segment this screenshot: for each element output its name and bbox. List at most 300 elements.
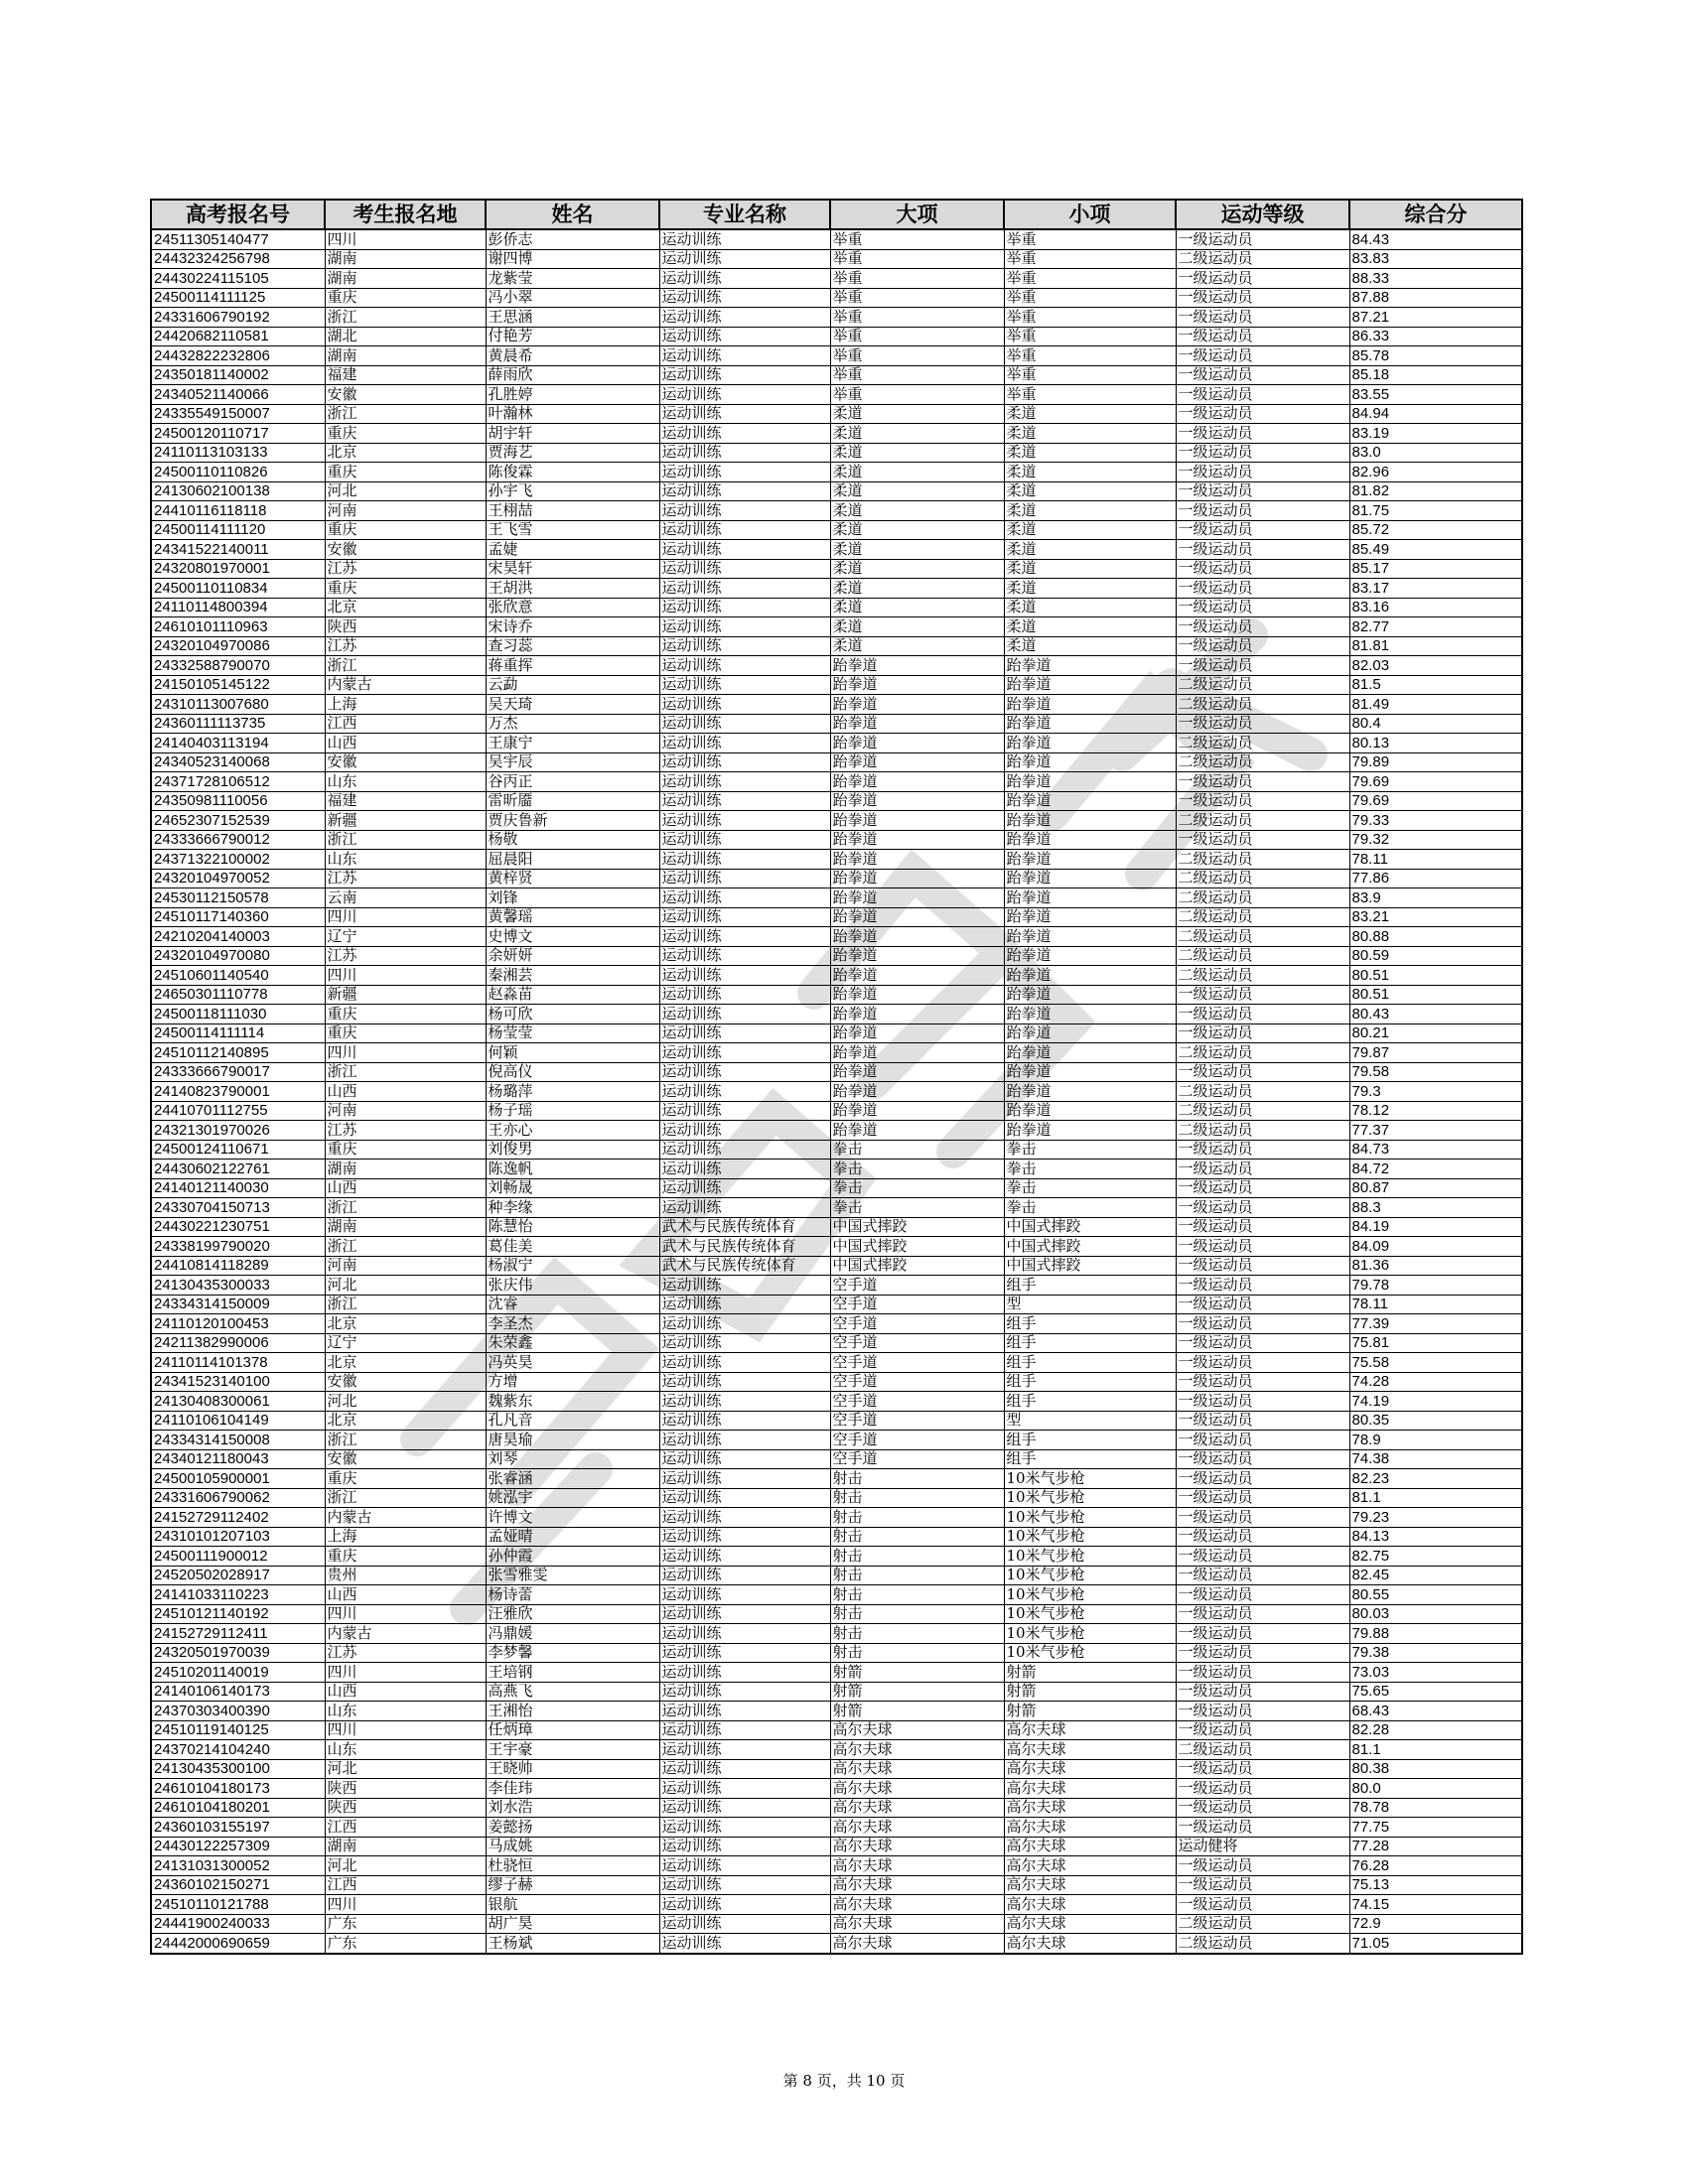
table-row: [151, 1256, 1522, 1276]
cell-name: 黄馨瑶: [486, 907, 659, 927]
cell-sub-event: 跆拳道: [1004, 695, 1176, 715]
cell-major: 运动训练: [659, 1043, 830, 1063]
cell-major: 运动训练: [659, 385, 830, 405]
cell-sport-level: 一级运动员: [1176, 229, 1349, 249]
table-row: [151, 1624, 1522, 1644]
cell-event: 高尔夫球: [830, 1837, 1004, 1856]
cell-sport-level: 一级运动员: [1176, 1333, 1349, 1353]
cell-major: 运动训练: [659, 1411, 830, 1431]
table-row: [151, 1488, 1522, 1508]
header-major: 专业名称: [659, 200, 830, 229]
table-row: [151, 1392, 1522, 1412]
cell-event: 射击: [830, 1527, 1004, 1547]
cell-sport-level: 一级运动员: [1176, 1392, 1349, 1412]
table-row: [151, 811, 1522, 831]
cell-region: 上海: [325, 1527, 486, 1547]
cell-score: 78.78: [1349, 1798, 1522, 1818]
cell-sub-event: 10米气步枪: [1004, 1643, 1176, 1663]
table-row: [151, 1585, 1522, 1605]
cell-sport-level: 一级运动员: [1176, 1566, 1349, 1585]
cell-score: 80.4: [1349, 714, 1522, 734]
cell-name: 方增: [486, 1372, 659, 1392]
cell-region: 内蒙古: [325, 675, 486, 695]
cell-name: 雷昕靥: [486, 791, 659, 811]
cell-sub-event: 跆拳道: [1004, 656, 1176, 676]
cell-event: 射击: [830, 1547, 1004, 1567]
cell-sub-event: 型: [1004, 1411, 1176, 1431]
cell-region: 重庆: [325, 463, 486, 482]
cell-exam-id: 24140403113194: [151, 734, 325, 753]
table-row: [151, 1449, 1522, 1469]
cell-major: 运动训练: [659, 1082, 830, 1102]
cell-major: 运动训练: [659, 1178, 830, 1198]
cell-score: 83.17: [1349, 579, 1522, 599]
cell-event: 高尔夫球: [830, 1934, 1004, 1954]
cell-event: 跆拳道: [830, 752, 1004, 772]
cell-sport-level: 一级运动员: [1176, 540, 1349, 560]
cell-name: 马成姚: [486, 1837, 659, 1856]
cell-name: 王湘怡: [486, 1702, 659, 1721]
cell-event: 高尔夫球: [830, 1875, 1004, 1895]
cell-sub-event: 举重: [1004, 288, 1176, 308]
cell-name: 冯小翠: [486, 288, 659, 308]
cell-exam-id: 24334314150009: [151, 1295, 325, 1314]
cell-exam-id: 24500118111030: [151, 1005, 325, 1024]
cell-name: 王胡洪: [486, 579, 659, 599]
cell-sport-level: 二级运动员: [1176, 249, 1349, 269]
cell-event: 柔道: [830, 501, 1004, 521]
cell-region: 湖南: [325, 346, 486, 366]
cell-score: 85.72: [1349, 520, 1522, 540]
cell-event: 空手道: [830, 1353, 1004, 1373]
cell-sport-level: 一级运动员: [1176, 1682, 1349, 1702]
header-exam-id: 高考报名号: [151, 200, 325, 229]
cell-major: 运动训练: [659, 695, 830, 715]
cell-major: 运动训练: [659, 1062, 830, 1082]
cell-event: 空手道: [830, 1392, 1004, 1412]
table-row: [151, 617, 1522, 637]
cell-score: 78.9: [1349, 1431, 1522, 1450]
cell-sport-level: 一级运动员: [1176, 501, 1349, 521]
cell-score: 75.13: [1349, 1875, 1522, 1895]
cell-major: 运动训练: [659, 1101, 830, 1121]
cell-exam-id: 24130435300033: [151, 1276, 325, 1296]
table-row: [151, 1469, 1522, 1489]
cell-sub-event: 组手: [1004, 1392, 1176, 1412]
cell-name: 刘琴: [486, 1449, 659, 1469]
cell-region: 浙江: [325, 656, 486, 676]
cell-event: 跆拳道: [830, 1005, 1004, 1024]
table-row: [151, 734, 1522, 753]
cell-sub-event: 跆拳道: [1004, 907, 1176, 927]
cell-exam-id: 24430602122761: [151, 1160, 325, 1179]
cell-exam-id: 24610104180173: [151, 1779, 325, 1799]
cell-major: 运动训练: [659, 1121, 830, 1141]
cell-major: 运动训练: [659, 481, 830, 501]
cell-region: 河南: [325, 501, 486, 521]
cell-exam-id: 24530112150578: [151, 888, 325, 908]
cell-region: 山西: [325, 1682, 486, 1702]
cell-event: 跆拳道: [830, 946, 1004, 966]
cell-region: 浙江: [325, 1062, 486, 1082]
cell-sub-event: 柔道: [1004, 463, 1176, 482]
table-row: [151, 1411, 1522, 1431]
cell-score: 74.15: [1349, 1895, 1522, 1915]
table-row: [151, 1759, 1522, 1779]
cell-score: 79.87: [1349, 1043, 1522, 1063]
cell-sub-event: 柔道: [1004, 481, 1176, 501]
cell-sport-level: 一级运动员: [1176, 424, 1349, 444]
cell-event: 空手道: [830, 1276, 1004, 1296]
cell-name: 刘畅晟: [486, 1178, 659, 1198]
cell-score: 85.18: [1349, 365, 1522, 385]
cell-sub-event: 举重: [1004, 308, 1176, 328]
cell-exam-id: 24110120100453: [151, 1314, 325, 1334]
cell-sub-event: 高尔夫球: [1004, 1914, 1176, 1934]
cell-region: 浙江: [325, 1237, 486, 1257]
table-row: [151, 830, 1522, 850]
cell-event: 跆拳道: [830, 772, 1004, 792]
cell-sport-level: 一级运动员: [1176, 1140, 1349, 1160]
cell-region: 内蒙古: [325, 1624, 486, 1644]
cell-major: 武术与民族传统体育: [659, 1237, 830, 1257]
table-row: [151, 598, 1522, 617]
table-row: [151, 1914, 1522, 1934]
cell-sub-event: 组手: [1004, 1276, 1176, 1296]
cell-sport-level: 二级运动员: [1176, 927, 1349, 947]
cell-score: 77.75: [1349, 1818, 1522, 1838]
cell-name: 杨莹莹: [486, 1024, 659, 1043]
cell-sport-level: 一级运动员: [1176, 656, 1349, 676]
header-sport-level: 运动等级: [1176, 200, 1349, 229]
cell-exam-id: 24340521140066: [151, 385, 325, 405]
cell-name: 吴宇辰: [486, 752, 659, 772]
cell-major: 运动训练: [659, 636, 830, 656]
table-row: [151, 1101, 1522, 1121]
cell-name: 汪雅欣: [486, 1604, 659, 1624]
cell-name: 陈俊霖: [486, 463, 659, 482]
cell-sport-level: 一级运动员: [1176, 1663, 1349, 1683]
cell-sport-level: 一级运动员: [1176, 598, 1349, 617]
cell-major: 运动训练: [659, 1702, 830, 1721]
cell-major: 运动训练: [659, 443, 830, 463]
cell-event: 空手道: [830, 1411, 1004, 1431]
cell-exam-id: 24338199790020: [151, 1237, 325, 1257]
cell-region: 江西: [325, 714, 486, 734]
cell-sub-event: 高尔夫球: [1004, 1779, 1176, 1799]
cell-sub-event: 举重: [1004, 229, 1176, 249]
cell-exam-id: 24510112140895: [151, 1043, 325, 1063]
cell-name: 种李缘: [486, 1198, 659, 1218]
cell-event: 高尔夫球: [830, 1779, 1004, 1799]
cell-major: 运动训练: [659, 463, 830, 482]
table-row: [151, 249, 1522, 269]
table-row: [151, 695, 1522, 715]
cell-exam-id: 24141033110223: [151, 1585, 325, 1605]
cell-sport-level: 一级运动员: [1176, 1198, 1349, 1218]
cell-sub-event: 柔道: [1004, 404, 1176, 424]
cell-exam-id: 24500114111125: [151, 288, 325, 308]
cell-sport-level: 一级运动员: [1176, 1604, 1349, 1624]
table-row: [151, 714, 1522, 734]
cell-score: 77.86: [1349, 869, 1522, 888]
cell-exam-id: 24110106104149: [151, 1411, 325, 1431]
cell-name: 魏紫东: [486, 1392, 659, 1412]
cell-sub-event: 射箭: [1004, 1682, 1176, 1702]
cell-major: 运动训练: [659, 346, 830, 366]
cell-event: 跆拳道: [830, 811, 1004, 831]
cell-sub-event: 组手: [1004, 1372, 1176, 1392]
cell-score: 80.51: [1349, 966, 1522, 986]
cell-major: 运动训练: [659, 404, 830, 424]
cell-name: 杨淑宁: [486, 1256, 659, 1276]
cell-region: 新疆: [325, 811, 486, 831]
cell-name: 张庆伟: [486, 1276, 659, 1296]
cell-major: 运动训练: [659, 1198, 830, 1218]
cell-region: 内蒙古: [325, 1508, 486, 1528]
cell-exam-id: 24500110110834: [151, 579, 325, 599]
cell-sub-event: 拳击: [1004, 1178, 1176, 1198]
cell-score: 86.33: [1349, 327, 1522, 346]
cell-name: 姜懿扬: [486, 1818, 659, 1838]
cell-exam-id: 24500111900012: [151, 1547, 325, 1567]
cell-region: 浙江: [325, 1488, 486, 1508]
cell-name: 李圣杰: [486, 1314, 659, 1334]
cell-event: 射击: [830, 1624, 1004, 1644]
cell-event: 拳击: [830, 1140, 1004, 1160]
cell-score: 68.43: [1349, 1702, 1522, 1721]
cell-score: 84.73: [1349, 1140, 1522, 1160]
cell-event: 高尔夫球: [830, 1798, 1004, 1818]
cell-major: 运动训练: [659, 907, 830, 927]
cell-major: 运动训练: [659, 598, 830, 617]
cell-sport-level: 一级运动员: [1176, 1469, 1349, 1489]
cell-region: 浙江: [325, 830, 486, 850]
table-row: [151, 1178, 1522, 1198]
cell-region: 四川: [325, 1663, 486, 1683]
cell-exam-id: 24500120110717: [151, 424, 325, 444]
header-score: 综合分: [1349, 200, 1522, 229]
cell-sub-event: 跆拳道: [1004, 830, 1176, 850]
cell-major: 武术与民族传统体育: [659, 1217, 830, 1237]
cell-major: 运动训练: [659, 1585, 830, 1605]
cell-exam-id: 24500124110671: [151, 1140, 325, 1160]
table-row: [151, 481, 1522, 501]
cell-sub-event: 跆拳道: [1004, 888, 1176, 908]
cell-major: 运动训练: [659, 1353, 830, 1373]
cell-sport-level: 一级运动员: [1176, 463, 1349, 482]
cell-event: 射击: [830, 1585, 1004, 1605]
cell-event: 中国式摔跤: [830, 1256, 1004, 1276]
cell-major: 运动训练: [659, 1818, 830, 1838]
cell-major: 运动训练: [659, 966, 830, 986]
cell-event: 空手道: [830, 1333, 1004, 1353]
cell-name: 王亦心: [486, 1121, 659, 1141]
cell-name: 冯鼎媛: [486, 1624, 659, 1644]
cell-name: 何颖: [486, 1043, 659, 1063]
cell-score: 81.82: [1349, 481, 1522, 501]
cell-exam-id: 24430224115105: [151, 269, 325, 289]
cell-exam-id: 24510110121788: [151, 1895, 325, 1915]
cell-score: 80.55: [1349, 1585, 1522, 1605]
cell-name: 黄梓贤: [486, 869, 659, 888]
cell-sport-level: 一级运动员: [1176, 288, 1349, 308]
table-row: [151, 946, 1522, 966]
cell-score: 80.51: [1349, 985, 1522, 1005]
cell-region: 北京: [325, 598, 486, 617]
cell-score: 75.81: [1349, 1333, 1522, 1353]
cell-score: 87.21: [1349, 308, 1522, 328]
cell-region: 四川: [325, 229, 486, 249]
cell-name: 杜骁恒: [486, 1856, 659, 1876]
cell-major: 运动训练: [659, 1798, 830, 1818]
cell-region: 河北: [325, 1856, 486, 1876]
cell-region: 北京: [325, 443, 486, 463]
cell-sub-event: 10米气步枪: [1004, 1508, 1176, 1528]
cell-event: 跆拳道: [830, 1121, 1004, 1141]
table-row: [151, 1082, 1522, 1102]
cell-sport-level: 一级运动员: [1176, 1779, 1349, 1799]
cell-score: 73.03: [1349, 1663, 1522, 1683]
cell-event: 跆拳道: [830, 695, 1004, 715]
cell-exam-id: 24130602100138: [151, 481, 325, 501]
cell-score: 77.28: [1349, 1837, 1522, 1856]
cell-score: 75.58: [1349, 1353, 1522, 1373]
cell-name: 陈逸帆: [486, 1160, 659, 1179]
cell-name: 胡广昊: [486, 1914, 659, 1934]
cell-exam-id: 24320104970086: [151, 636, 325, 656]
cell-name: 孟娅晴: [486, 1527, 659, 1547]
cell-score: 81.49: [1349, 695, 1522, 715]
cell-event: 举重: [830, 385, 1004, 405]
cell-sub-event: 跆拳道: [1004, 675, 1176, 695]
cell-score: 80.88: [1349, 927, 1522, 947]
cell-exam-id: 24152729112402: [151, 1508, 325, 1528]
cell-event: 跆拳道: [830, 734, 1004, 753]
cell-major: 运动训练: [659, 579, 830, 599]
cell-exam-id: 24340121180043: [151, 1449, 325, 1469]
cell-event: 跆拳道: [830, 1082, 1004, 1102]
table-row: [151, 365, 1522, 385]
cell-event: 空手道: [830, 1314, 1004, 1334]
header-event: 大项: [830, 200, 1004, 229]
cell-region: 山东: [325, 1702, 486, 1721]
table-row: [151, 1508, 1522, 1528]
cell-major: 运动训练: [659, 734, 830, 753]
cell-exam-id: 24340523140068: [151, 752, 325, 772]
cell-sub-event: 高尔夫球: [1004, 1856, 1176, 1876]
cell-major: 运动训练: [659, 1624, 830, 1644]
cell-region: 湖南: [325, 269, 486, 289]
cell-sport-level: 二级运动员: [1176, 1934, 1349, 1954]
cell-region: 广东: [325, 1934, 486, 1954]
cell-name: 屈晨阳: [486, 850, 659, 870]
table-row: [151, 443, 1522, 463]
cell-major: 运动训练: [659, 288, 830, 308]
cell-sub-event: 跆拳道: [1004, 811, 1176, 831]
cell-region: 新疆: [325, 985, 486, 1005]
cell-major: 运动训练: [659, 617, 830, 637]
table-row: [151, 1798, 1522, 1818]
cell-region: 辽宁: [325, 927, 486, 947]
cell-exam-id: 24150105145122: [151, 675, 325, 695]
cell-sport-level: 二级运动员: [1176, 907, 1349, 927]
cell-exam-id: 24335549150007: [151, 404, 325, 424]
cell-exam-id: 24310101207103: [151, 1527, 325, 1547]
cell-exam-id: 24333666790012: [151, 830, 325, 850]
cell-major: 运动训练: [659, 1488, 830, 1508]
cell-event: 空手道: [830, 1431, 1004, 1450]
cell-major: 武术与民族传统体育: [659, 1256, 830, 1276]
cell-region: 重庆: [325, 579, 486, 599]
cell-score: 79.3: [1349, 1082, 1522, 1102]
cell-score: 82.75: [1349, 1547, 1522, 1567]
cell-exam-id: 24610104180201: [151, 1798, 325, 1818]
cell-event: 跆拳道: [830, 1101, 1004, 1121]
cell-major: 运动训练: [659, 1566, 830, 1585]
cell-major: 运动训练: [659, 308, 830, 328]
cell-score: 81.36: [1349, 1256, 1522, 1276]
cell-major: 运动训练: [659, 559, 830, 579]
cell-exam-id: 24330704150713: [151, 1198, 325, 1218]
table-row: [151, 1005, 1522, 1024]
cell-sport-level: 二级运动员: [1176, 1043, 1349, 1063]
cell-event: 中国式摔跤: [830, 1237, 1004, 1257]
cell-exam-id: 24320501970039: [151, 1643, 325, 1663]
cell-event: 高尔夫球: [830, 1818, 1004, 1838]
cell-region: 浙江: [325, 404, 486, 424]
cell-exam-id: 24650301110778: [151, 985, 325, 1005]
cell-event: 跆拳道: [830, 1024, 1004, 1043]
cell-region: 江苏: [325, 559, 486, 579]
cell-major: 运动训练: [659, 1392, 830, 1412]
cell-region: 山西: [325, 1585, 486, 1605]
cell-sport-level: 一级运动员: [1176, 1217, 1349, 1237]
cell-region: 广东: [325, 1914, 486, 1934]
cell-name: 倪高仪: [486, 1062, 659, 1082]
cell-sport-level: 一级运动员: [1176, 1643, 1349, 1663]
cell-sub-event: 高尔夫球: [1004, 1934, 1176, 1954]
cell-name: 贾庆鲁新: [486, 811, 659, 831]
cell-major: 运动训练: [659, 1527, 830, 1547]
cell-region: 四川: [325, 907, 486, 927]
cell-event: 高尔夫球: [830, 1895, 1004, 1915]
cell-name: 王杨斌: [486, 1934, 659, 1954]
cell-score: 84.09: [1349, 1237, 1522, 1257]
cell-event: 跆拳道: [830, 985, 1004, 1005]
cell-sport-level: 一级运动员: [1176, 1411, 1349, 1431]
cell-score: 79.69: [1349, 772, 1522, 792]
cell-major: 运动训练: [659, 229, 830, 249]
cell-exam-id: 24130408300061: [151, 1392, 325, 1412]
table-row: [151, 1237, 1522, 1257]
cell-region: 湖南: [325, 1217, 486, 1237]
cell-sub-event: 中国式摔跤: [1004, 1217, 1176, 1237]
cell-exam-id: 24131031300052: [151, 1856, 325, 1876]
table-row: [151, 1043, 1522, 1063]
cell-sub-event: 柔道: [1004, 579, 1176, 599]
cell-sport-level: 一级运动员: [1176, 443, 1349, 463]
cell-score: 80.87: [1349, 1178, 1522, 1198]
cell-score: 83.19: [1349, 424, 1522, 444]
cell-sport-level: 二级运动员: [1176, 1082, 1349, 1102]
table-row: [151, 1333, 1522, 1353]
table-row: [151, 385, 1522, 405]
cell-score: 82.28: [1349, 1720, 1522, 1740]
cell-sub-event: 举重: [1004, 385, 1176, 405]
cell-name: 杨可欣: [486, 1005, 659, 1024]
cell-sport-level: 一级运动员: [1176, 830, 1349, 850]
